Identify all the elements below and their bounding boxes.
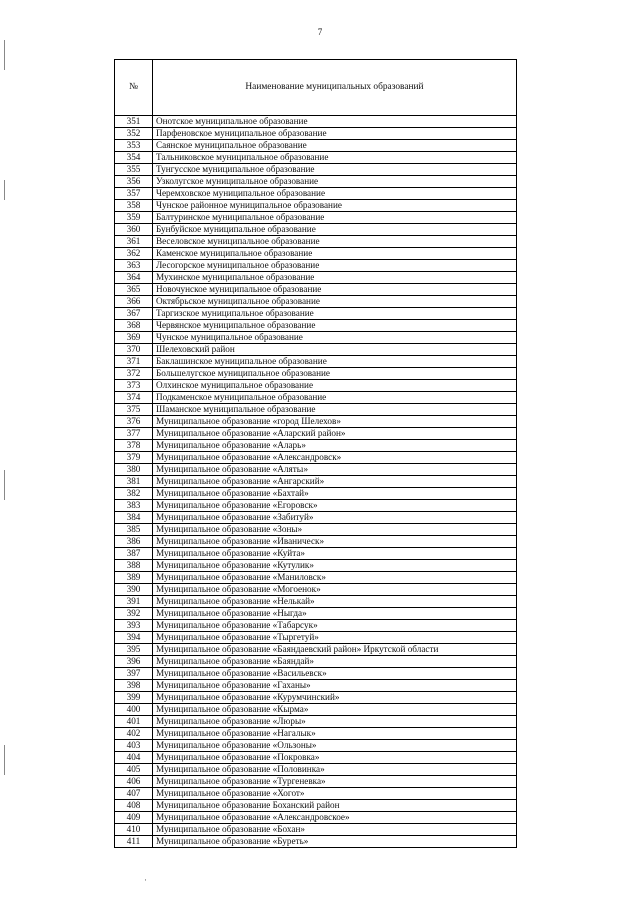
table-row: [115, 500, 517, 512]
municipality-name: Муниципальное образование «Люры»: [153, 716, 517, 728]
municipality-name: Муниципальное образование «Ангарский»: [153, 476, 517, 488]
municipality-name: Бунбуйское муниципальное образование: [153, 224, 517, 236]
row-number: 372: [115, 368, 153, 380]
row-number: 375: [115, 404, 153, 416]
table-row: [115, 548, 517, 560]
row-number: 374: [115, 392, 153, 404]
row-number: 371: [115, 356, 153, 368]
table-row: [115, 596, 517, 608]
column-header-number: №: [115, 60, 153, 116]
table-row: [115, 584, 517, 596]
row-number: 407: [115, 788, 153, 800]
table-row: [115, 572, 517, 584]
table-body: [115, 116, 517, 848]
row-number: 380: [115, 464, 153, 476]
row-number: 370: [115, 344, 153, 356]
row-number: 361: [115, 236, 153, 248]
municipality-name: Узколугское муниципальное образование: [153, 176, 517, 188]
row-number: 400: [115, 704, 153, 716]
municipality-name: Веселовское муниципальное образование: [153, 236, 517, 248]
table-row: [115, 752, 517, 764]
table-row: [115, 512, 517, 524]
scan-margin-line: [4, 745, 5, 775]
row-number: 393: [115, 620, 153, 632]
table-row: [115, 716, 517, 728]
row-number: 401: [115, 716, 153, 728]
municipality-name: Октябрьское муниципальное образование: [153, 296, 517, 308]
municipality-name: Муниципальное образование «Гаханы»: [153, 680, 517, 692]
row-number: 381: [115, 476, 153, 488]
municipality-name: Саянское муниципальное образование: [153, 140, 517, 152]
row-number: 384: [115, 512, 153, 524]
row-number: 369: [115, 332, 153, 344]
table-row: [115, 416, 517, 428]
municipality-name: Тальниковское муниципальное образование: [153, 152, 517, 164]
table-row: [115, 692, 517, 704]
municipality-name: Мухинское муниципальное образование: [153, 272, 517, 284]
row-number: 399: [115, 692, 153, 704]
table-row: [115, 440, 517, 452]
municipality-name: Червянское муниципальное образование: [153, 320, 517, 332]
municipality-name: Муниципальное образование «Ользоны»: [153, 740, 517, 752]
table-row: [115, 812, 517, 824]
table-row: [115, 296, 517, 308]
table-row: [115, 284, 517, 296]
municipality-name: Муниципальное образование «Курумчинский»: [153, 692, 517, 704]
table-row: [115, 248, 517, 260]
municipality-name: Муниципальное образование «Баяндай»: [153, 656, 517, 668]
table-header-row: [115, 60, 517, 116]
municipalities-table: [114, 59, 517, 848]
row-number: 376: [115, 416, 153, 428]
scan-margin-line: [4, 40, 5, 70]
municipality-name: Муниципальное образование «Могоенок»: [153, 584, 517, 596]
row-number: 351: [115, 116, 153, 128]
row-number: 373: [115, 380, 153, 392]
municipality-name: Баклашинское муниципальное образование: [153, 356, 517, 368]
table-row: [115, 392, 517, 404]
municipality-name: Лесогорское муниципальное образование: [153, 260, 517, 272]
municipality-name: Муниципальное образование «Егоровск»: [153, 500, 517, 512]
table-row: [115, 464, 517, 476]
table-row: [115, 644, 517, 656]
row-number: 395: [115, 644, 153, 656]
municipality-name: Муниципальное образование «Кырма»: [153, 704, 517, 716]
municipality-name: Муниципальное образование «Ныгда»: [153, 608, 517, 620]
scan-margin-line: [4, 180, 5, 200]
municipality-name: Чунское муниципальное образование: [153, 332, 517, 344]
municipality-name: Муниципальное образование Боханский район: [153, 800, 517, 812]
table-row: [115, 308, 517, 320]
municipality-name: Муниципальное образование «Тыргетуй»: [153, 632, 517, 644]
row-number: 377: [115, 428, 153, 440]
row-number: 365: [115, 284, 153, 296]
table-row: [115, 740, 517, 752]
row-number: 389: [115, 572, 153, 584]
row-number: 410: [115, 824, 153, 836]
table-row: [115, 788, 517, 800]
row-number: 386: [115, 536, 153, 548]
table-row: [115, 536, 517, 548]
municipality-name: Муниципальное образование «Аларь»: [153, 440, 517, 452]
table-row: [115, 800, 517, 812]
table-row: [115, 608, 517, 620]
row-number: 406: [115, 776, 153, 788]
municipality-name: Муниципальное образование «Бохан»: [153, 824, 517, 836]
row-number: 354: [115, 152, 153, 164]
municipality-name: Муниципальное образование «Буреть»: [153, 836, 517, 848]
scan-speck: ·: [144, 875, 147, 885]
scan-margin-line: [4, 470, 5, 500]
row-number: 360: [115, 224, 153, 236]
row-number: 387: [115, 548, 153, 560]
municipality-name: Муниципальное образование «Хогот»: [153, 788, 517, 800]
row-number: 378: [115, 440, 153, 452]
table-row: [115, 176, 517, 188]
table-row: [115, 236, 517, 248]
table-row: [115, 476, 517, 488]
row-number: 363: [115, 260, 153, 272]
row-number: 409: [115, 812, 153, 824]
municipality-name: Подкаменское муниципальное образование: [153, 392, 517, 404]
table-row: [115, 344, 517, 356]
table-row: [115, 140, 517, 152]
table-row: [115, 824, 517, 836]
row-number: 398: [115, 680, 153, 692]
table-row: [115, 152, 517, 164]
table-row: [115, 428, 517, 440]
municipality-name: Муниципальное образование «Аларский район»: [153, 428, 517, 440]
row-number: 382: [115, 488, 153, 500]
table-row: [115, 632, 517, 644]
row-number: 403: [115, 740, 153, 752]
table-row: [115, 524, 517, 536]
table-row: [115, 128, 517, 140]
municipality-name: Муниципальное образование «Покровка»: [153, 752, 517, 764]
page-number: 7: [317, 27, 323, 37]
table-row: [115, 452, 517, 464]
table-row: [115, 332, 517, 344]
table-row: [115, 776, 517, 788]
municipality-name: Муниципальное образование «Куйта»: [153, 548, 517, 560]
table-row: [115, 188, 517, 200]
municipality-name: Шаманское муниципальное образование: [153, 404, 517, 416]
table-row: [115, 704, 517, 716]
row-number: 357: [115, 188, 153, 200]
table-row: [115, 212, 517, 224]
row-number: 408: [115, 800, 153, 812]
municipality-name: Муниципальное образование «город Шелехов»: [153, 416, 517, 428]
row-number: 392: [115, 608, 153, 620]
row-number: 356: [115, 176, 153, 188]
table-row: [115, 656, 517, 668]
municipality-name: Олхинское муниципальное образование: [153, 380, 517, 392]
municipality-name: Чунское районное муниципальное образование: [153, 200, 517, 212]
table-row: [115, 380, 517, 392]
municipality-name: Муниципальное образование «Половинка»: [153, 764, 517, 776]
municipality-name: Муниципальное образование «Баяндаевский район» Иркутской области: [153, 644, 517, 656]
municipality-name: Муниципальное образование «Табарсук»: [153, 620, 517, 632]
table-row: [115, 368, 517, 380]
row-number: 366: [115, 296, 153, 308]
row-number: 396: [115, 656, 153, 668]
municipality-name: Муниципальное образование «Тургеневка»: [153, 776, 517, 788]
municipality-name: Тунгусское муниципальное образование: [153, 164, 517, 176]
table-row: [115, 488, 517, 500]
municipality-name: Черемховское муниципальное образование: [153, 188, 517, 200]
municipality-name: Таргизское муниципальное образование: [153, 308, 517, 320]
row-number: 411: [115, 836, 153, 848]
row-number: 404: [115, 752, 153, 764]
municipality-name: Муниципальное образование «Алятьı»: [153, 464, 517, 476]
table-row: [115, 116, 517, 128]
municipality-name: Муниципальное образование «Бахтай»: [153, 488, 517, 500]
table-row: [115, 200, 517, 212]
municipality-name: Муниципальное образование «Забитуй»: [153, 512, 517, 524]
row-number: 364: [115, 272, 153, 284]
table-row: [115, 620, 517, 632]
municipality-name: Муниципальное образование «Зоны»: [153, 524, 517, 536]
municipality-name: Муниципальное образование «Нелькай»: [153, 596, 517, 608]
municipality-name: Муниципальное образование «Кутулик»: [153, 560, 517, 572]
table-row: [115, 560, 517, 572]
table-row: [115, 728, 517, 740]
row-number: 394: [115, 632, 153, 644]
municipality-name: Шелеховский район: [153, 344, 517, 356]
row-number: 358: [115, 200, 153, 212]
table-row: [115, 260, 517, 272]
row-number: 355: [115, 164, 153, 176]
municipality-name: Муниципальное образование «Васильевск»: [153, 668, 517, 680]
table-row: [115, 272, 517, 284]
municipality-name: Онотское муниципальное образование: [153, 116, 517, 128]
row-number: 385: [115, 524, 153, 536]
table-row: [115, 320, 517, 332]
table-row: [115, 680, 517, 692]
row-number: 388: [115, 560, 153, 572]
row-number: 397: [115, 668, 153, 680]
municipality-name: Балтуринское муниципальное образование: [153, 212, 517, 224]
column-header-name: Наименование муниципальных образований: [153, 60, 517, 116]
row-number: 367: [115, 308, 153, 320]
table-row: [115, 404, 517, 416]
table-row: [115, 224, 517, 236]
municipality-name: Муниципальное образование «Маниловск»: [153, 572, 517, 584]
municipality-name: Большелугское муниципальное образование: [153, 368, 517, 380]
row-number: 352: [115, 128, 153, 140]
municipality-name: Муниципальное образование «Нагалык»: [153, 728, 517, 740]
municipality-name: Муниципальное образование «Александровск»: [153, 452, 517, 464]
municipality-name: Парфеновское муниципальное образование: [153, 128, 517, 140]
row-number: 362: [115, 248, 153, 260]
row-number: 390: [115, 584, 153, 596]
table-row: [115, 668, 517, 680]
row-number: 379: [115, 452, 153, 464]
row-number: 368: [115, 320, 153, 332]
table-row: [115, 356, 517, 368]
municipality-name: Каменское муниципальное образование: [153, 248, 517, 260]
row-number: 383: [115, 500, 153, 512]
municipality-name: Муниципальное образование «Иваническ»: [153, 536, 517, 548]
table-row: [115, 836, 517, 848]
row-number: 402: [115, 728, 153, 740]
row-number: 405: [115, 764, 153, 776]
municipality-name: Новочунское муниципальное образование: [153, 284, 517, 296]
row-number: 353: [115, 140, 153, 152]
row-number: 391: [115, 596, 153, 608]
table-row: [115, 764, 517, 776]
table-row: [115, 164, 517, 176]
municipality-name: Муниципальное образование «Александровское»: [153, 812, 517, 824]
row-number: 359: [115, 212, 153, 224]
